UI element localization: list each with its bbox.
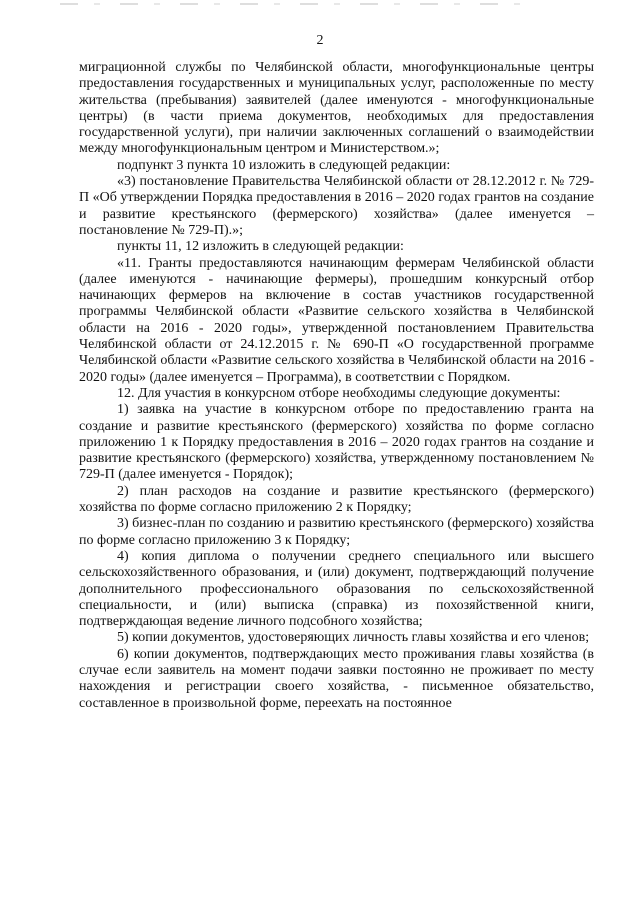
paragraph-point-11: «11. Гранты предоставляются начинающим фермерам Челябинской области (далее именуются - начинающие фермеры), прошедшим конкурсный отбор начинающих фермеров на включение в состав участников государственной программы Челябинской области «Развитие сельского хозяйства в Челябинской области на 2016 - 2020 годы», утвержденной постановлением Правительства Челябинской области от 24.12.2015 г. № 690-П «О государственной программе Челябинской области «Развитие сельского хозяйства в Челябинской области на 2016 - 2020 годы» (далее именуется – Программа), в соответствии с Порядком. xyxy=(79,255,594,385)
page-number: 2 xyxy=(316,33,324,48)
paragraph-subpoint-3-text: «3) постановление Правительства Челябинской области от 28.12.2012 г. № 729-П «Об утверждении Порядка предоставления в 2016 – 2020 годах грантов на создание и развитие крестьянского (фермерского) хозяйства» (далее именуется – постановление № 729-П).»; xyxy=(79,174,594,238)
list-item-5: 5) копии документов, удостоверяющих личность главы хозяйства и его членов; xyxy=(117,630,590,646)
paragraph-mfc-continuation: миграционной службы по Челябинской области, многофункциональные центры предоставления государственных и муниципальных услуг, расположенные по месту жительства (пребывания) заявителей (далее именуются - многофункциональные центры) (в части приема документов, необходимых для предоставления государственной услуги), при наличии заключенных соглашений о взаимодействии между многофункциональным центром и Министерством.»; xyxy=(79,60,594,157)
paragraph-points-11-12-intro: пункты 11, 12 изложить в следующей редакции: xyxy=(117,239,404,255)
scan-artifact-line xyxy=(60,3,530,5)
document-body xyxy=(79,60,594,712)
list-item-4: 4) копия диплома о получении среднего специального или высшего сельскохозяйственного образования, и (или) документ, подтверждающий получение дополнительного профессионального образования по сельскохозяйственной специальности, и (или) выписка (справка) из похозяйственной книги, подтверждающая ведение личного подсобного хозяйства; xyxy=(79,548,594,630)
list-item-2: 2) план расходов на создание и развитие крестьянского (фермерского) хозяйства по форме согласно приложению 2 к Порядку; xyxy=(79,483,594,516)
list-item-6: 6) копии документов, подтверждающих место проживания главы хозяйства (в случае если заявитель на момент подачи заявки постоянно не проживает по месту нахождения и регистрации своего хозяйства, - письменное обязательство, составленное в произвольной форме, переехать на постоянное xyxy=(79,646,594,711)
paragraph-point-12: 12. Для участия в конкурсном отборе необходимы следующие документы: xyxy=(117,385,561,401)
list-item-3: 3) бизнес-план по созданию и развитию крестьянского (фермерского) хозяйства по форме согласно приложению 3 к Порядку; xyxy=(79,516,594,548)
list-item-1: 1) заявка на участие в конкурсном отборе по предоставлению гранта на создание и развитие крестьянского (фермерского) хозяйства по форме согласно приложению 1 к Порядку предоставления в 2016 – 2020 годах грантов на создание и развитие крестьянского (фермерского) хозяйства, утвержденному постановлением № 729-П (далее именуется - Порядок); xyxy=(79,402,594,483)
paragraph-subpoint-3-intro: подпункт 3 пункта 10 изложить в следующей редакции: xyxy=(117,157,451,173)
